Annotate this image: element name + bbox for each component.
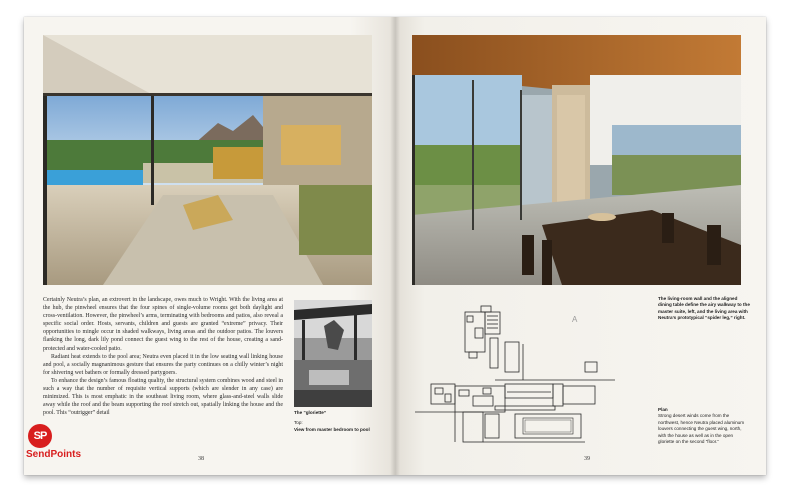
book-gutter (390, 17, 400, 475)
caption-label: Top: (294, 420, 303, 426)
body-paragraph: Certainly Neutra’s plan, an extrovert in the landscape, owes much to Wright. With the living area at the hub, the pinwheel ensures that the four spines of single-volume rooms get both daylight and cross-ventilation. However, the pinwheel’s arms, terminating with bedrooms and patios, also reveal a specific social order. Hosts, servants, children and guests are granted “extreme” privacy. Their opportunities to mingle occur in shaded walkways, living areas and the outdoor patios. The louvers flanking the long, dark lily pond connect the guest wing to the rest of the house, creating a sand-protected and water-cooled patio. (43, 297, 283, 352)
sendpoints-brand-text: SendPoints (26, 449, 82, 460)
plan-marker: A (572, 315, 578, 324)
plan-text: Strong desert winds come from the northwest, hence Neutra placed aluminum louvers connecting the guest wing, north, with the house as well as in the open gloriette on the second “floor.” (658, 413, 745, 445)
bedroom-pool-photo (43, 35, 372, 285)
plan-title: Plan (658, 407, 668, 412)
page-number-right: 39 (584, 456, 590, 462)
body-text (43, 296, 283, 417)
book-spread (24, 17, 766, 475)
sendpoints-watermark (26, 424, 86, 474)
plan-caption (658, 407, 750, 445)
right-page (395, 17, 766, 475)
caption-title: The “gloriette” (294, 410, 327, 415)
caption-text: View from master bedroom to pool (294, 426, 370, 432)
gloriette-photo (294, 300, 372, 407)
left-page (24, 17, 395, 475)
gloriette-caption (294, 410, 384, 433)
body-paragraph: To enhance the design’s famous floating quality, the structural system combines wood and steel in such a way that the number of requisite vertical supports (which are slender in any case) are minimized. This is most emphatic in the southeast living room, where glass-and-steel walls slide away while the roof and the beam supporting the roof stretch out, spatially linking the house and the pool. This “outrigger” detail (43, 377, 283, 417)
living-room-photo (412, 35, 741, 285)
body-paragraph: Radiant heat extends to the pool area; Neutra even placed it in the low seating wall linking house and pool, a socially magnanimous gesture that ensures the party continues on a chilly winter’s night for shivering wet bathers or formally dressed partygoers. (43, 353, 283, 376)
page-number-left: 38 (198, 456, 204, 462)
floor-plan-drawing (395, 302, 645, 452)
living-room-caption: The living-room wall and the aligned dining table define the airy walkway to the master suite, left, and the living area with Neutra’s prototypical “spider leg,” right. (658, 296, 750, 321)
sendpoints-logo-icon: SP (28, 424, 52, 448)
